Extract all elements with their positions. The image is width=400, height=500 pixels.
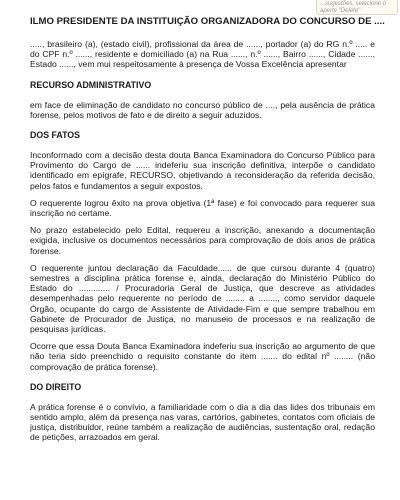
fatos-paragraph-5: Ocorre que essa Douta Banca Examinadora indeferiu sua inscrição ao argumento de que não teria sido preenchido o requisito constante do item ....... do edital nº ........ (não comprovação de prática forense). — [30, 341, 375, 372]
heading-fatos: DOS FATOS — [30, 130, 81, 141]
document-title: ILMO PRESIDENTE DA INSTITUIÇÃO ORGANIZADORA DO CONCURSO DE .... — [30, 16, 385, 27]
direito-paragraph: A prática forense é o convívio, a familiaridade com o dia a dia das lides dos tribunais em sentido amplo, além da presença nas varas, cartórios, gabinetes, contatos com oficiais de justiça, distribuidor, reúne também a realização de audiências, sustentação oral, redação de petições, arrazoados em geral. — [30, 401, 375, 443]
intro-paragraph: ....., brasileiro (a), (estado civil), profissional da área de ......, portador (a) do RG n.º ..... e do CPF n.º ......, residente e domiciliado (a) na Rua ......, n.º ......, Bairro ......, Cidade ......, Estado ......, vem mui respeitosamente à presença de Vossa Excelência apresentar — [30, 39, 375, 70]
instruction-note — [316, 0, 398, 15]
fatos-paragraph-4: O requerente juntou declaração da Faculdade...... de que cursou durante 4 (quatro) semestres a disciplina prática forense e, ainda, declaração do Ministério Público do Estado do ............. / Procuradoria Geral de Justiça, que descreve as atividades desempenhadas pelo requerente no período de ........ a ........, como servidor daquele Órgão, ocupante do cargo de Assistente de Atividade-Fim e que sempre trabalhou em Gabinete de Procurador de Justiça, no manuseio de processos e na realização de pesquisas jurídicas. — [30, 262, 375, 335]
document-body — [30, 16, 385, 443]
recurso-paragraph: em face de eliminação de candidato no concurso público de ...., pela ausência de prática forense, pelos motivos de fato e de direito a seguir aduzidos. — [30, 99, 375, 120]
fatos-paragraph-3: No prazo estabelecido pelo Edital, requereu a inscrição, anexando a documentação exigida, inclusive os documentos necessários para comprovação de dois anos de prática forense. — [30, 225, 375, 256]
heading-recurso: RECURSO ADMINISTRATIVO — [30, 79, 152, 90]
heading-direito: DO DIREITO — [30, 381, 82, 392]
instruction-note-line-2: aperte "Delete" — [320, 8, 361, 14]
fatos-paragraph-2: O requerente logrou êxito na prova objetiva (1ª fase) e foi convocado para requerer sua inscrição no certame. — [30, 197, 375, 219]
instruction-note-line-1: ...sugestões, selecione o — [320, 1, 387, 7]
fatos-paragraph-1: Inconformado com a decisão desta douta Banca Examinadora do Concurso Público para Provimento do Cargo de ...... indeferiu sua inscrição definitiva, interpõe o candidato identificado em epígrafe, RECURSO, objetivando a reconsideração da referida decisão, pelos fatos e fundamentos a seguir expostos. — [30, 150, 375, 191]
